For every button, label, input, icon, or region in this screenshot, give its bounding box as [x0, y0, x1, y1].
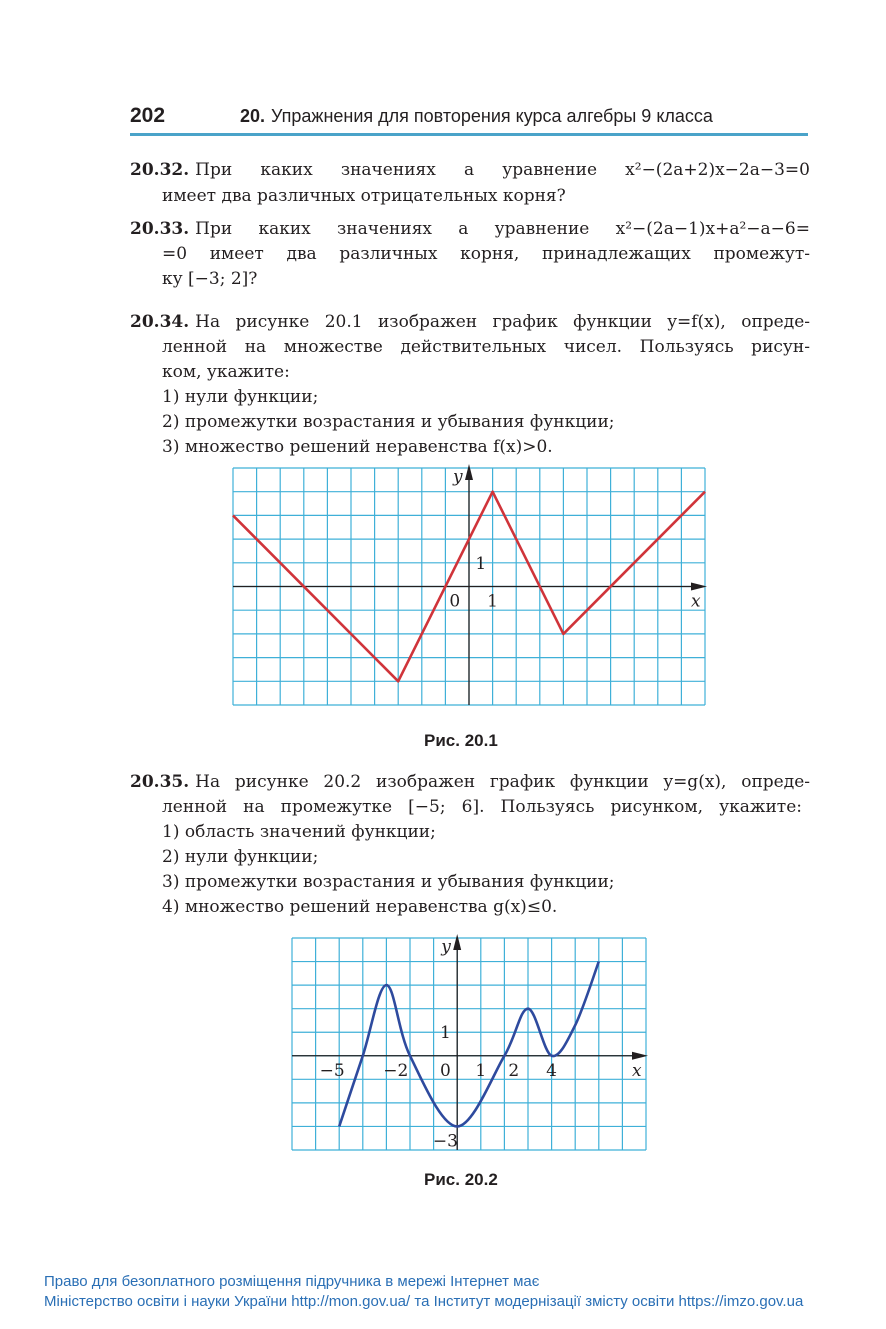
tick-label: 4: [546, 1060, 558, 1081]
tick-label: −5: [319, 1060, 345, 1081]
function-graph-line: [339, 962, 599, 1127]
x-axis-label: x: [632, 1060, 642, 1081]
y-axis-arrow-icon: [465, 464, 473, 480]
tick-label: 1: [475, 1060, 487, 1081]
problem-20-35-line: 20.35. На рисунке 20.2 изображен график функции y=g(x), опреде-: [130, 772, 810, 792]
y-axis-arrow-icon: [453, 934, 461, 950]
figure-20-2-graph: [292, 938, 646, 1150]
problem-20-34-line: ком, укажите:: [162, 362, 290, 382]
x-axis-label: x: [691, 591, 701, 612]
tick-label: 1: [475, 553, 487, 574]
tick-label: 1: [439, 1023, 451, 1044]
figure-20-2-caption: Рис. 20.2: [424, 1170, 498, 1189]
problem-20-34-item: 2) промежутки возрастания и убывания функции;: [162, 412, 615, 432]
problem-20-35-line: ленной на промежутке [−5; 6]. Пользуясь рисунком, укажите:: [162, 797, 802, 817]
tick-label: 0: [449, 591, 461, 612]
header-rule: [130, 133, 808, 136]
problem-20-35-item: 1) область значений функции;: [162, 822, 436, 842]
y-axis-label: y: [441, 937, 451, 957]
problem-20-33-line: 20.33. При каких значениях a уравнение x²−(2a−1)x+a²−a−6=: [130, 219, 810, 239]
problem-20-33-line: ку [−3; 2]?: [162, 269, 258, 289]
problem-20-35-item: 2) нули функции;: [162, 847, 319, 867]
problem-20-34-line: 20.34. На рисунке 20.1 изображен график функции y=f(x), опреде-: [130, 312, 810, 332]
footer-ministry-line: Міністерство освіти і науки України http://mon.gov.ua/ та Інститут модернізації змісту освіти https://imzo.gov.ua: [44, 1293, 804, 1310]
tick-label: 0: [439, 1060, 451, 1081]
section-title: Упражнения для повторения курса алгебры 9 класса: [271, 106, 713, 126]
tick-label: 1: [487, 591, 499, 612]
page-number: 202: [130, 104, 166, 127]
problem-20-34-line: ленной на множестве действительных чисел. Пользуясь рисун-: [162, 337, 810, 357]
problem-20-34-item: 1) нули функции;: [162, 387, 319, 407]
footer-rights-line: Право для безоплатного розміщення підручника в мережі Інтернет має: [44, 1273, 540, 1290]
running-header: [240, 106, 713, 127]
section-number: 20.: [240, 106, 266, 126]
problem-20-35-item: 4) множество решений неравенства g(x)≤0.: [162, 897, 558, 917]
problem-20-35-item: 3) промежутки возрастания и убывания функции;: [162, 872, 615, 892]
tick-label: −2: [383, 1060, 409, 1081]
tick-label: −3: [432, 1131, 458, 1152]
tick-label: 2: [508, 1060, 520, 1081]
problem-20-34-item: 3) множество решений неравенства f(x)>0.: [162, 437, 553, 457]
figure-20-1-caption: Рис. 20.1: [424, 731, 498, 750]
y-axis-label: y: [453, 467, 463, 487]
problem-20-33-line: =0 имеет два различных корня, принадлежащих промежут-: [162, 244, 810, 264]
figure-20-1-graph: [233, 468, 705, 705]
problem-20-32-line: 20.32. При каких значениях a уравнение x²−(2a+2)x−2a−3=0: [130, 160, 810, 180]
problem-20-32-line: имеет два различных отрицательных корня?: [162, 186, 566, 206]
